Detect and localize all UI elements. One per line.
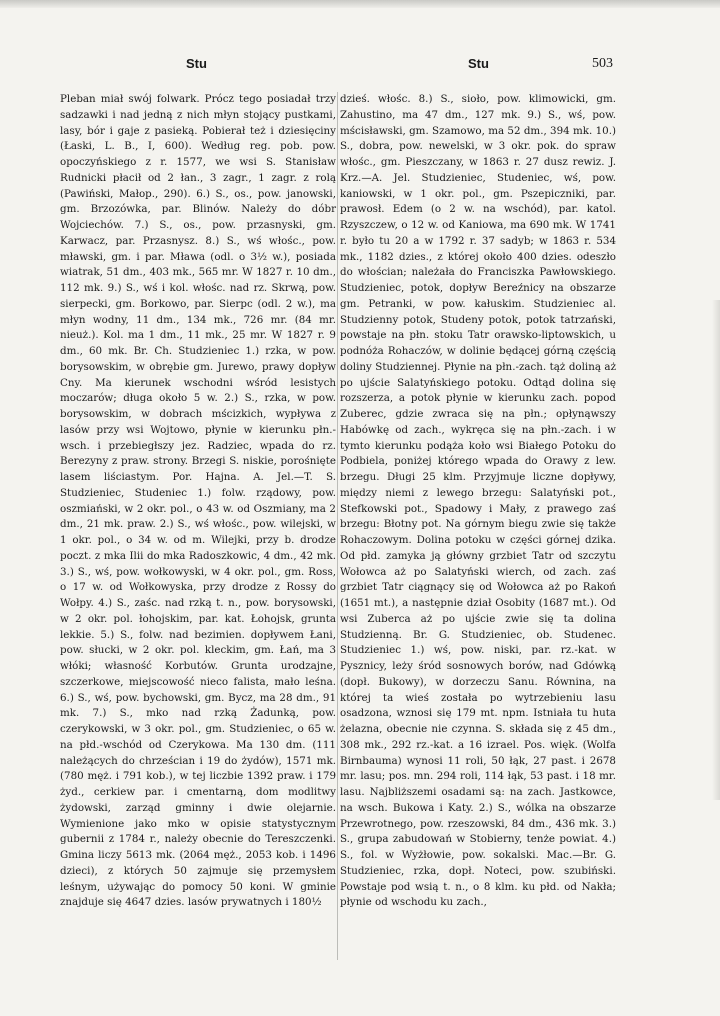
column-divider [337,92,338,960]
page-number: 503 [592,56,613,71]
running-head-left: Stu [186,56,207,71]
left-column-text: Pleban miał swój folwark. Prócz tego posiadał trzy sadzawki i nad jedną z nich młyn stojący pustkami, lasy, bór i gaje z pasieką. Pobierał też i dziesięciny (Łaski, L. B., I, 600). Według reg. pob. pow. opoczyńskiego z r. 1577, we wsi S. Stanisław Rudnicki płacił od 2 łan., 3 zagr., 1 zagr. z rolą (Pawiński, Małop., 290). 6.) S., os., pow. janowski, gm. Brzozówka, par. Blinów. Należy do dóbr Wojciechów. 7.) S., os., pow. przasnyski, gm. Karwacz, par. Przasnysz. 8.) S., wś włośc., pow. mławski, gm. i par. Mława (odl. o 3½ w.), posiada wiatrak, 51 dm., 403 mk., 565 mr. W 1827 r. 10 dm., 112 mk. 9.) S., wś i kol. włośc. nad rz. Skrwą, pow. sierpecki, gm. Borkowo, par. Sierpc (odl. 2 w.), ma młyn wodny, 11 dm., 134 mk., 726 mr. (84 mr. nieuż.). Kol. ma 1 dm., 11 mk., 25 mr. W 1827 r. 9 dm., 60 mk. Br. Ch. Studzieniec 1.) rzka, w pow. borysowskim, w obrębie gm. Jurewo, prawy dopływ Cny. Ma kierunek wschodni wśród lesistych moczarów; długa około 5 w. 2.) S., rzka, w pow. borysowskim, w dobrach mścizkich, wypływa z lasów przy wsi Wojtowo, płynie w kierunku płn.-wsch. i przebiegłszy jez. Radziec, wpada do rz. Berezyny z praw. strony. Brzegi S. niskie, porośnięte lasem liściastym. Por. Hajna. A. Jel.—T. S. Studzieniec, Studeniec 1.) folw. rządowy, pow. oszmiański, w 2 okr. pol., o 43 w. od Oszmiany, ma 2 dm., 21 mk. praw. 2.) S., wś włośc., pow. wilejski, w 1 okr. pol., o 34 w. od m. Wilejki, przy b. drodze poczt. z mka Ilii do mka Radoszkowic, 4 dm., 42 mk. 3.) S., wś, pow. wołkowyski, w 4 okr. pol., gm. Ross, o 17 w. od Wołkowyska, przy drodze z Rossy do Wołpy. 4.) S., zaśc. nad rzką t. n., pow. borysowski, w 2 okr. pol. łohojskim, par. kat. Łohojsk, grunta lekkie. 5.) S., folw. nad bezimien. dopływem Łani, pow. słucki, w 2 okr. pol. kleckim, gm. Łań, ma 3 włóki; własność Korbutów. Grunta urodzajne, szczerkowe, miejscowość nieco falista, mało leśna. 6.) S., wś, pow. bychowski, gm. Bycz, ma 28 dm., 91 mk. 7.) S., mko nad rzką Żadunką, pow. czerykowski, w 3 okr. pol., gm. Studzieniec, o 65 w. na płd.-wschód od Czerykowa. Ma 130 dm. (111 należących do chrześcian i 19 do żydów), 1571 mk. (780 męż. i 791 kob.), w tej liczbie 1392 praw. i 179 żyd., cerkiew par. i cmentarną, dom modlitwy żydowski, zarząd gminny i dwie olejarnie. Wymienione jako mko w opisie statystycznym gubernii z 1784 r., należy obecnie do Tereszczenki. Gmina liczy 5613 mk. (2064 męż., 2053 kob. i 1496 dzieci), z których 50 zajmuje się przemysłem leśnym, używając do pomocy 50 koni. W gminie znajduje się 4647 dzies. lasów prywatnych i 180½ [60,93,336,909]
left-column [60,92,336,911]
running-head-right: Stu [468,56,489,71]
scan-top-edge [0,0,720,8]
page-header [0,56,720,76]
right-column [340,92,616,911]
right-column-text: dzieś. włośc. 8.) S., sioło, pow. klimowicki, gm. Zahustino, ma 47 dm., 127 mk. 9.) S., wś, pow. mścisławski, gm. Szamowo, ma 52 dm., 394 mk. 10.) S., dobra, pow. newelski, w 3 okr. pok. do spraw włośc., gm. Pieszczany, w 1863 r. 27 dusz rewiz. J. Krz.—A. Jel. Studzieniec, Studeniec, wś, pow. kaniowski, w 1 okr. pol., gm. Pszepiczniki, par. prawosł. Edem (o 2 w. na wschód), par. katol. Rzyszczew, o 12 w. od Kaniowa, ma 690 mk. W 1741 r. było tu 20 a w 1792 r. 37 sadyb; w 1863 r. 534 mk., 1182 dzies., z której około 400 dzies. odeszło do włościan; należała do Franciszka Pawłowskiego. Studzieniec, potok, dopływ Bereźnicy na obszarze gm. Petranki, w pow. kałuskim. Studzieniec al. Studzienny potok, Studeny potok, potok tatrzański, powstaje na płn. stoku Tatr orawsko-liptowskich, u podnóża Rohaczów, w dolinie będącej górną częścią doliny Studziennej. Płynie na płn.-zach. tąż doliną aż po ujście Salatyńskiego potoku. Odtąd dolina się rozszerza, a potok płynie w kierunku zach. popod Zuberec, gdzie zwraca się na płn.; opłynąwszy Habówkę od zach., wykręca się na płn.-zach. i w tymto kierunku podąża koło wsi Białego Potoku do Podbiela, poniżej którego wpada do Orawy z lew. brzegu. Długi 25 klm. Przyjmuje liczne dopływy, między niemi z lewego brzegu: Salatyński pot., Stefkowski pot., Spadowy i Mały, z prawego zaś brzegu: Błotny pot. Na górnym biegu zwie się także Rohaczowym. Dolina potoku w części górnej dzika. Od płd. zamyka ją główny grzbiet Tatr od szczytu Wołowca aż po Salatyński wierch, od zach. zaś grzbiet Tatr ciągnący się od Wołowca aż po Rakoń (1651 mt.), a następnie dział Osobity (1687 mt.). Od wsi Zuberca aż po ujście zwie się ta dolina Studzienną. Br. G. Studzieniec, ob. Studenec. Studzieniec 1.) wś, pow. niski, par. rz.-kat. w Pysznicy, leży śród sosnowych borów, nad Gdówką (dopł. Bukowy), w dorzeczu Sanu. Równina, na której ta wieś została po wytrzebieniu lasu osadzona, wznosi się 179 mt. npm. Istniała tu huta żelazna, obecnie nie czynna. S. składa się z 45 dm., 308 mk., 292 rz.-kat. a 16 izrael. Pos. więk. (Wolfa Birnbauma) wynosi 11 roli, 50 łąk, 27 past. i 2678 mr. lasu; pos. mn. 294 roli, 114 łąk, 53 past. i 18 mr. lasu. Najbliższemi osadami są: na zach. Jastkowce, na wsch. Bukowa i Katy. 2.) S., wólka na obszarze Przewrotnego, pow. rzeszowski, 84 dm., 436 mk. 3.) S., grupa zabudowań w Stobierny, tenże powiat. 4.) S., fol. w Wyżłowie, pow. sokalski. Mac.—Br. G. Studzieniec, rzka, dopł. Noteci, pow. szubiński. Powstaje pod wsią t. n., o 8 klm. ku płd. od Nakła; płynie od wschodu ku zach., [340,93,616,909]
page-edge-shadow [712,300,720,800]
